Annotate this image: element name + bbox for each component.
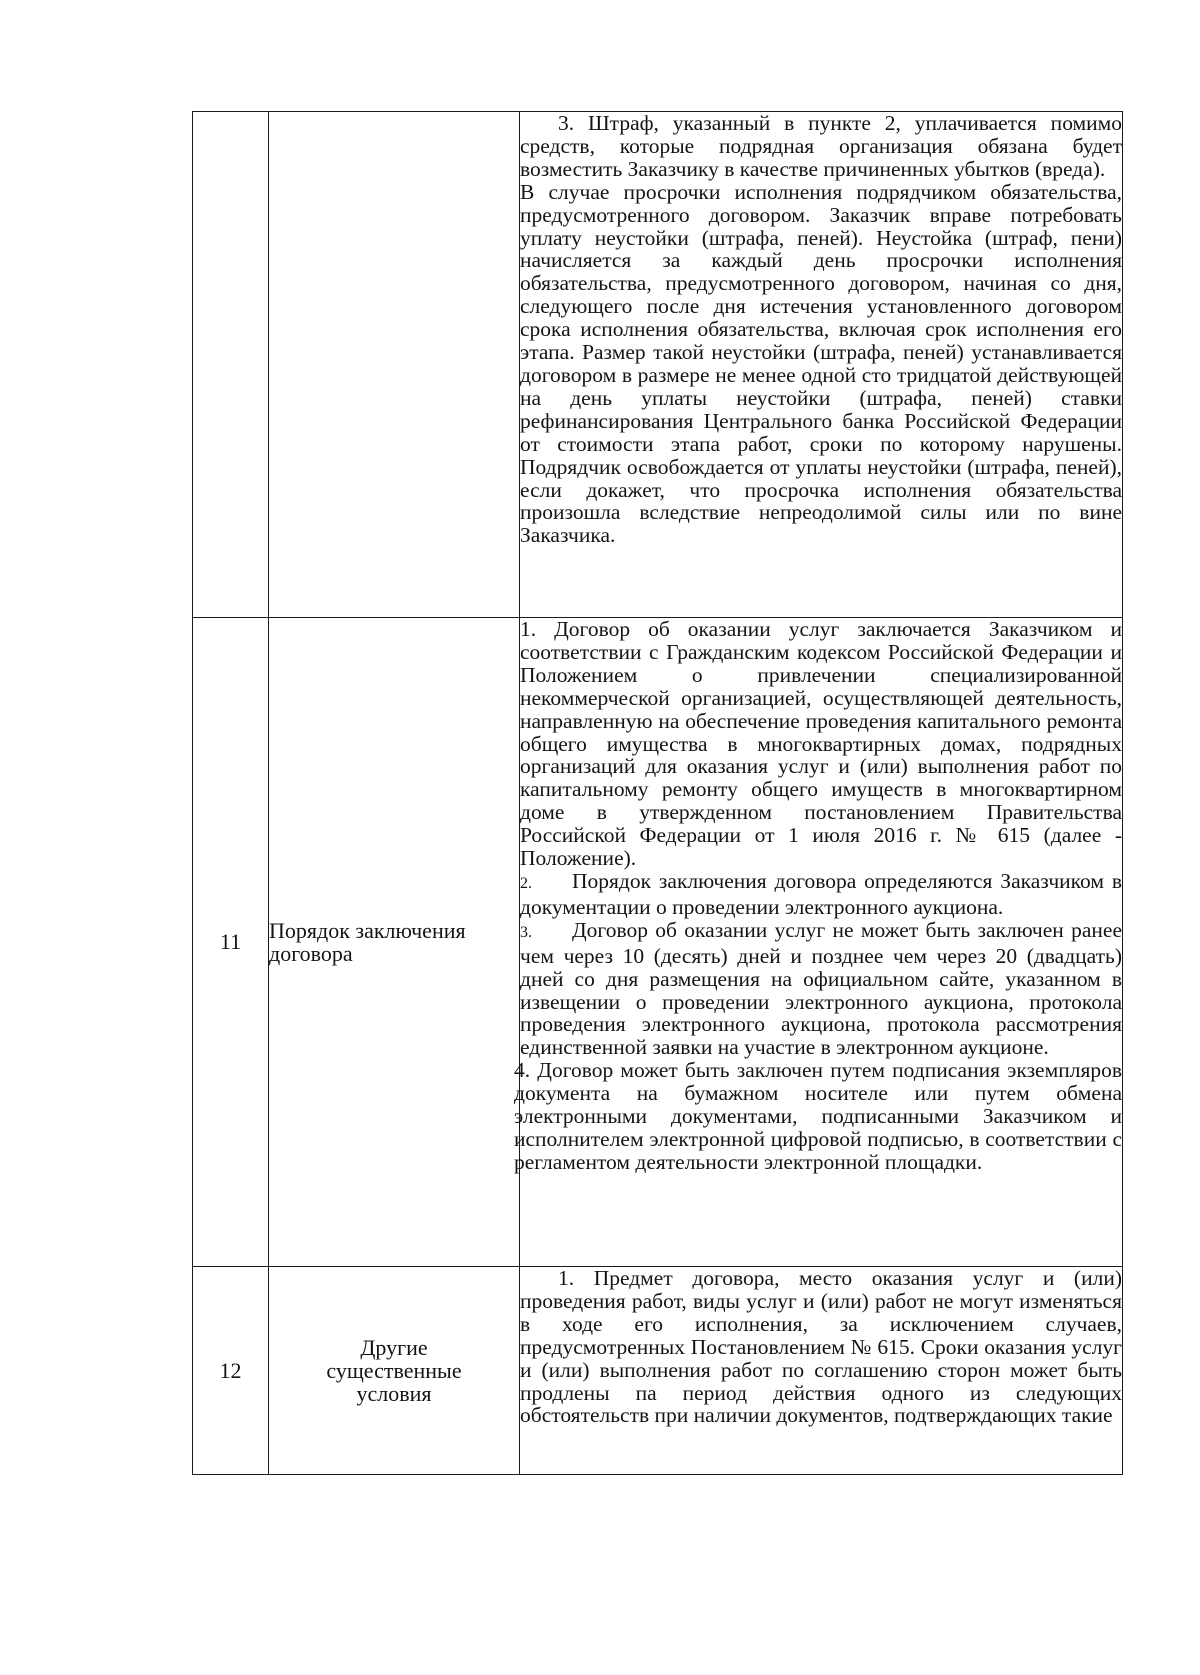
name-line: Другие: [360, 1335, 428, 1360]
row-name-cell: Порядок заключения договора: [269, 618, 520, 1267]
document-table: [192, 111, 1123, 1475]
paragraph: 1. Договор об оказании услуг заключается Заказчиком и соответствии с Гражданским кодексом Российской Федерации и Положением о привлечении специализированной некоммерческой организацией, осуществляющей деятельность, направленную на обеспечение проведения капитального ремонта общего имущества в многоквартирных домах, подрядных организаций для оказания услуг и (или) выполнения работ по капитальному ремонту общего имуществ в многоквартирном доме в утвержденном постановлением Правительства Российской Федерации от 1 июля 2016 г. № 615 (далее - Положение).: [520, 617, 1122, 871]
paragraph-text: Договор об оказании услуг не может быть заключен ранее чем через 10 (десять) дней и позднее чем через 20 (двадцать) дней со дня размещения на официальном сайте, указанном в извещении о проведении электронного аукциона, протокола проведения электронного аукциона, протокола рассмотрения единственной заявки на участие в электронном аукционе.: [520, 917, 1122, 1060]
row-content-cell: [520, 1267, 1123, 1475]
table-row: [193, 112, 1123, 618]
row-number-cell: [193, 112, 269, 618]
list-marker: 3.: [520, 923, 532, 941]
paragraph: В случае просрочки исполнения подрядчиком обязательства, предусмотренного договором. Заказчик вправе потребовать уплату неустойки (штрафа, пеней). Неустойка (штраф, пени) начисляется за каждый день просрочки исполнения обязательства, предусмотренного договором, начиная со дня, следующего после дня истечения установленного договором срока исполнения обязательства, включая срок исполнения его этапа. Размер такой неустойки (штрафа, пеней) устанавливается договором в размере не менее одной сто тридцатой действующей на день уплаты неустойки (штрафа, пеней) ставки рефинансирования Центрального банка Российской Федерации от стоимости этапа работ, сроки по которому нарушены. Подрядчик освобождается от уплаты неустойки (штрафа, пеней), если докажет, что просрочка исполнения обязательства произошла вследствие непреодолимой силы или по вине Заказчика.: [520, 179, 1122, 548]
name-line: существенные: [326, 1358, 462, 1383]
paragraph: 1. Предмет договора, место оказания услуг и (или) проведения работ, виды услуг и (или) работ не могут изменяться в ходе его исполнения, за исключением случаев, предусмотренных Постановлением № 615. Сроки оказания услуг и (или) выполнения работ по соглашению сторон может быть продлены па период действия одного из следующих обстоятельств при наличии документов, подтверждающих такие: [520, 1266, 1122, 1428]
row-number-cell: 11: [193, 618, 269, 1267]
paragraph: 3. Штраф, указанный в пункте 2, уплачивается помимо средств, которые подрядная организация обязана будет возместить Заказчику в качестве причиненных убытков (вреда).: [520, 111, 1122, 181]
row-name-cell: [269, 112, 520, 618]
row-content-cell: [514, 617, 1123, 1267]
row-content-cell: [520, 112, 1123, 618]
table-row: [193, 1267, 1123, 1475]
paragraph: 4. Договор может быть заключен путем подписания экземпляров документа на бумажном носителе или путем обмена электронными документами, подписанными Заказчиком и исполнителем электронной цифровой подписью, в соответствии с регламентом деятельности электронной площадки.: [514, 1058, 1122, 1174]
name-line: условия: [356, 1381, 432, 1406]
numbered-paragraph: [520, 919, 1122, 1059]
list-marker: 2.: [520, 874, 532, 892]
table-row: [193, 618, 1123, 1267]
paragraph-text: Порядок заключения договора определяются Заказчиком в документации о проведении электронного аукциона.: [520, 868, 1122, 919]
row-name-cell: [269, 1267, 520, 1475]
numbered-paragraph: [520, 870, 1122, 919]
row-number-cell: 12: [193, 1267, 269, 1475]
